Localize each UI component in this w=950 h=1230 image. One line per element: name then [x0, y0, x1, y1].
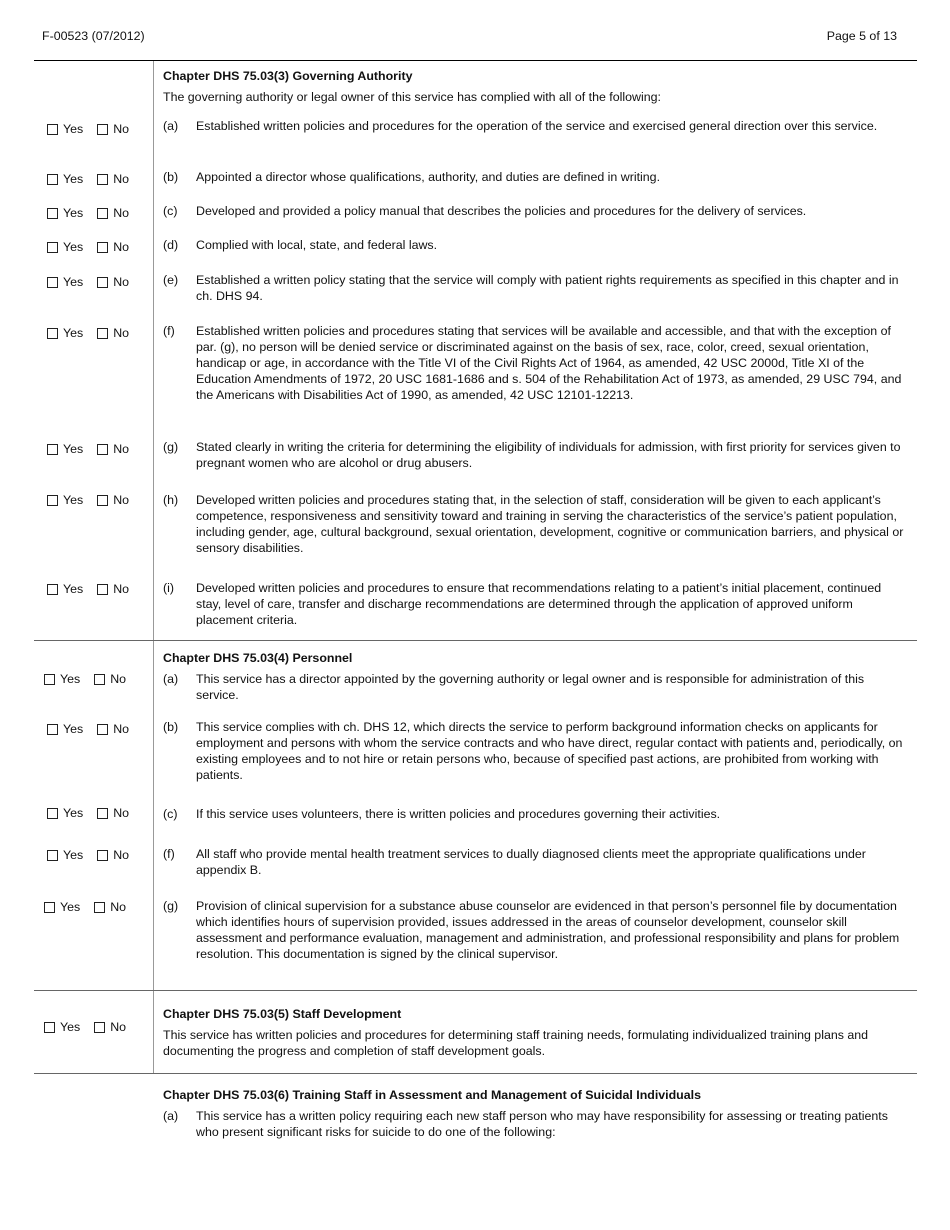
- item-text: Complied with local, state, and federal laws.: [196, 238, 438, 252]
- no-label: No: [113, 582, 130, 596]
- no-label: No: [113, 493, 130, 507]
- yes-checkbox[interactable]: [47, 850, 58, 861]
- no-checkbox[interactable]: [94, 1022, 105, 1033]
- item-text: Established written policies and procedures for the operation of the service and exercised general direction over this service.: [196, 119, 878, 133]
- yes-label: Yes: [63, 722, 84, 736]
- item-letter: (f): [163, 847, 175, 861]
- no-checkbox[interactable]: [97, 242, 108, 253]
- yes-no-group: [47, 441, 129, 457]
- item-text: Established a written policy stating that the service will comply with patient rights requirements as specified in this chapter and in ch. DHS 94.: [196, 273, 899, 303]
- item-text: Established written policies and procedures stating that services will be available and accessible, and that with the exception of par. (g), no person will be denied service or discriminated against on the basis of sex, race, color, creed, sexual orientation, handicap or age, in accordance with the Title VI of the Civil Rights Act of 1964, as amended, 42 USC 2000d, Title XI of the Education Amendments of 1972, 20 USC 1681-1686 and s. 504 of the Rehabilitation Act of 1973, as amended, 29 USC 794, and the Americans with Disabilities Act of 1990, as amended, 42 USC 12101-12213.: [196, 324, 902, 402]
- yes-label: Yes: [63, 275, 84, 289]
- no-checkbox[interactable]: [94, 674, 105, 685]
- item-text: Developed and provided a policy manual that describes the policies and procedures for the delivery of services.: [196, 204, 807, 218]
- yes-label: Yes: [63, 493, 84, 507]
- item-letter: (f): [163, 324, 175, 338]
- item-letter: (e): [163, 273, 179, 287]
- yes-checkbox[interactable]: [47, 174, 58, 185]
- yes-no-group: [47, 274, 129, 290]
- no-label: No: [110, 900, 127, 914]
- section-text: This service has written policies and procedures for determining staff training needs, formulating individualized training plans and documenting the progress and completion of staff development goals.: [163, 1028, 869, 1058]
- yes-label: Yes: [63, 326, 84, 340]
- yes-no-group: [47, 721, 129, 737]
- yes-no-group: [44, 671, 126, 687]
- yes-no-group: [47, 492, 129, 508]
- section-title: Chapter DHS 75.03(3) Governing Authority: [163, 69, 413, 83]
- item-text: All staff who provide mental health treatment services to dually diagnosed clients meet the appropriate qualifications under appendix B.: [196, 847, 866, 877]
- yes-no-group: [44, 899, 126, 915]
- no-checkbox[interactable]: [97, 124, 108, 135]
- section-title: Chapter DHS 75.03(6) Training Staff in Assessment and Management of Suicidal Individuals: [163, 1088, 701, 1102]
- yes-no-group: [47, 581, 129, 597]
- yes-checkbox[interactable]: [47, 495, 58, 506]
- item-letter: (a): [163, 1109, 179, 1123]
- no-checkbox[interactable]: [97, 277, 108, 288]
- yes-no-group: [47, 121, 129, 137]
- item-text: Provision of clinical supervision for a substance abuse counselor are evidenced in that person’s personnel file by documentation which identifies hours of supervision provided, issues addressed in the areas of counselor development, counselor skill assessment and performance evaluation, management and administration, and professional responsibility and plans for problem resolution. This documentation is signed by the clinical supervisor.: [196, 899, 900, 961]
- yes-label: Yes: [60, 1020, 81, 1034]
- yes-checkbox[interactable]: [47, 277, 58, 288]
- item-letter: (c): [163, 807, 178, 821]
- section-title: Chapter DHS 75.03(5) Staff Development: [163, 1007, 402, 1021]
- page-number: Page 5 of 13: [826, 29, 897, 43]
- item-letter: (a): [163, 672, 179, 686]
- yes-no-group: [47, 171, 129, 187]
- no-label: No: [113, 806, 130, 820]
- header-divider: [34, 60, 917, 61]
- yes-checkbox[interactable]: [47, 208, 58, 219]
- yes-checkbox[interactable]: [44, 1022, 55, 1033]
- item-text: Appointed a director whose qualifications, authority, and duties are defined in writing.: [196, 170, 661, 184]
- no-checkbox[interactable]: [97, 808, 108, 819]
- yes-checkbox[interactable]: [44, 674, 55, 685]
- yes-label: Yes: [63, 806, 84, 820]
- no-checkbox[interactable]: [97, 174, 108, 185]
- yes-label: Yes: [63, 172, 84, 186]
- no-checkbox[interactable]: [97, 850, 108, 861]
- no-label: No: [113, 240, 130, 254]
- no-checkbox[interactable]: [97, 724, 108, 735]
- item-text: Developed written policies and procedures to ensure that recommendations relating to a patient’s initial placement, continued stay, level of care, transfer and discharge recommendations are determined through the application of approved uniform placement criteria.: [196, 581, 882, 627]
- yes-label: Yes: [63, 240, 84, 254]
- yes-no-group: [47, 239, 129, 255]
- yes-label: Yes: [63, 122, 84, 136]
- item-letter: (h): [163, 493, 179, 507]
- item-letter: (b): [163, 170, 179, 184]
- item-letter: (i): [163, 581, 175, 595]
- yes-label: Yes: [63, 206, 84, 220]
- yes-no-group: [47, 805, 129, 821]
- item-text: Developed written policies and procedures stating that, in the selection of staff, consideration will be given to each applicant’s competence, responsiveness and sensitivity toward and training in serving the characteristics of the service’s patient population, including gender, age, cultural background, sexual orientation, development, cognitive or communication barriers, and physical or sensory disabilities.: [196, 493, 904, 555]
- item-letter: (g): [163, 440, 179, 454]
- yes-no-group: [47, 325, 129, 341]
- no-checkbox[interactable]: [97, 208, 108, 219]
- item-letter: (g): [163, 899, 179, 913]
- yes-label: Yes: [63, 848, 84, 862]
- item-text: This service has a written policy requiring each new staff person who may have responsibility for assessing or treating patients who present significant risks for suicide to do one of the following:: [196, 1109, 888, 1139]
- yes-no-group: [47, 847, 129, 863]
- column-divider: [153, 991, 154, 1073]
- form-id: F-00523 (07/2012): [42, 29, 145, 43]
- no-label: No: [113, 722, 130, 736]
- no-checkbox[interactable]: [94, 902, 105, 913]
- no-label: No: [110, 1020, 127, 1034]
- yes-checkbox[interactable]: [47, 724, 58, 735]
- yes-label: Yes: [60, 900, 81, 914]
- yes-no-group: [44, 1019, 126, 1035]
- yes-checkbox[interactable]: [44, 902, 55, 913]
- yes-checkbox[interactable]: [47, 808, 58, 819]
- item-letter: (d): [163, 238, 179, 252]
- item-letter: (c): [163, 204, 178, 218]
- no-checkbox[interactable]: [97, 495, 108, 506]
- no-checkbox[interactable]: [97, 584, 108, 595]
- yes-label: Yes: [63, 582, 84, 596]
- section-divider: [34, 990, 917, 991]
- yes-no-group: [47, 205, 129, 221]
- item-text: Stated clearly in writing the criteria for determining the eligibility of individuals for admission, with first priority for services given to pregnant women who are alcohol or drug abusers.: [196, 440, 901, 470]
- no-checkbox[interactable]: [97, 328, 108, 339]
- yes-checkbox[interactable]: [47, 242, 58, 253]
- no-label: No: [113, 326, 130, 340]
- section-divider: [34, 1073, 917, 1074]
- yes-checkbox[interactable]: [47, 124, 58, 135]
- section-divider: [34, 640, 917, 641]
- no-label: No: [113, 206, 130, 220]
- item-text: If this service uses volunteers, there is written policies and procedures governing their activities.: [196, 807, 721, 821]
- no-label: No: [113, 122, 130, 136]
- column-divider: [153, 61, 154, 640]
- item-letter: (b): [163, 720, 179, 734]
- no-label: No: [113, 172, 130, 186]
- yes-checkbox[interactable]: [47, 444, 58, 455]
- yes-checkbox[interactable]: [47, 584, 58, 595]
- no-label: No: [110, 672, 127, 686]
- column-divider: [153, 641, 154, 990]
- no-label: No: [113, 442, 130, 456]
- yes-checkbox[interactable]: [47, 328, 58, 339]
- no-label: No: [113, 848, 130, 862]
- section-intro: The governing authority or legal owner of this service has complied with all of the following:: [163, 90, 661, 104]
- section-title: Chapter DHS 75.03(4) Personnel: [163, 651, 353, 665]
- no-label: No: [113, 275, 130, 289]
- no-checkbox[interactable]: [97, 444, 108, 455]
- item-letter: (a): [163, 119, 179, 133]
- yes-label: Yes: [63, 442, 84, 456]
- yes-label: Yes: [60, 672, 81, 686]
- item-text: This service has a director appointed by the governing authority or legal owner and is responsible for administration of this service.: [196, 672, 865, 702]
- item-text: This service complies with ch. DHS 12, which directs the service to perform background information checks on applicants for employment and persons with whom the service contracts and who have direct, regular contact with patients and, periodically, on existing employees and to not hire or retain persons who, because of specified past actions, are prohibited from working with patients.: [196, 720, 903, 782]
